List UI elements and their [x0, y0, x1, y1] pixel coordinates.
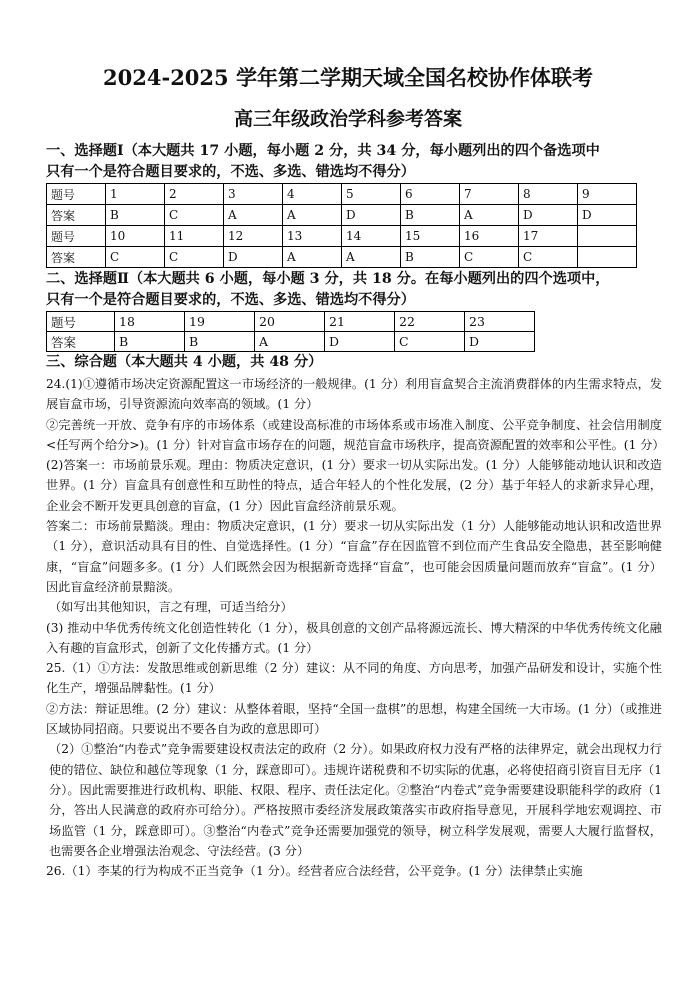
answer-cell: 19 [185, 312, 255, 332]
answer-cell: C [519, 247, 578, 268]
answer-paragraph: ②完善统一开放、竞争有序的市场体系（或建设高标准的市场体系或市场准入制度、公平竞争制度、社会信用制度<任写两个给分>)。(1 分）针对盲盒市场存在的问题，规范盲盒市场秩序，提高资源配置的效率和公平性。(1 分） [46, 417, 665, 452]
answer-cell: 12 [224, 226, 283, 247]
answer-paragraph: （2）①整治“内卷式”竞争需要建设权责法定的政府（2 分）。如果政府权力没有严格的法律界定，就会出现权力行使的错位、缺位和越位等现象（1 分，踩意即可）。违规许诺税费和不切实际的优惠，必将使招商引资盲目无序（1 分）。因此需要推进行政机构、职能、权限、程序、责任法定化。②整治“内卷式”竞争需要建设职能科学的政府（1 分，答出人民满意的政府亦可给分）。严格按照市委经济发展政策落实市政府指导意见，开展科学地宏观调控、市场监管（1 分，踩意即可）。③整治“内卷式”竞争还需要加强党的领导，树立科学发展观，需要人大履行监督权，也需要各企业增强法治观念、守法经营。(3 分） [49, 742, 662, 858]
answer-paragraph: （如写出其他知识，言之有理，可适当给分） [49, 600, 293, 615]
document-title: 2024-2025 学年第二学期天域全国名校协作体联考 [103, 65, 593, 90]
answer-paragraph: (3) 推动中华优秀传统文化创造性转化（1 分），极具创意的文创产品将源远流长、博大精深的中华优秀传统文化融入有趣的盲盒形式，创新了文化传播方式。(1 分） [46, 620, 662, 655]
table-row [47, 312, 535, 332]
answer-cell: 15 [401, 226, 460, 247]
answer-cell: D [224, 247, 283, 268]
answer-cell: D [519, 205, 578, 226]
answer-cell: 11 [165, 226, 224, 247]
answer-cell: D [325, 332, 395, 352]
answer-cell: D [465, 332, 535, 352]
answer-paragraph: 答案二：市场前景黯淡。理由：物质决定意识，(1 分）要求一切从实际出发（1 分）人能够能动地认识和改造世界（1 分），意识活动具有目的性、自觉选择性。(1 分）“盲盒”存在因监管不到位而产生食品安全隐患，甚至影响健康，“盲盒”问题多多。(1 分）人们既然会因为根据新奇选择“盲盒”，也可能会因质量问题而放弃“盲盒”。(1 分）因此盲盒经济前景黯淡。 [46, 519, 662, 594]
answer-cell: B [115, 332, 185, 352]
answer-cell: B [185, 332, 255, 352]
answer-cell: 10 [106, 226, 165, 247]
answer-cell: A [224, 205, 283, 226]
answer-cell: 13 [283, 226, 342, 247]
answer-cell: C [106, 247, 165, 268]
section3-answers [46, 374, 665, 881]
answer-cell: D [342, 205, 401, 226]
row-header-cell: 答案 [47, 247, 106, 268]
answer-cell: 23 [465, 312, 535, 332]
table-row [47, 332, 535, 352]
section2-heading-line1: 二、选择题Ⅱ（本大题共 6 小题，每小题 3 分，共 18 分。在每小题列出的四个选项中， [46, 271, 610, 287]
answer-cell: 4 [283, 184, 342, 205]
section2-heading-line2: 只有一个是符合题目要求的，不选、多选、错选均不得分） [46, 292, 415, 308]
answer-cell: 17 [519, 226, 578, 247]
answer-paragraph: 26.（1）李某的行为构成不正当竞争（1 分）。经营者应合法经营，公平竞争。(1 分）法律禁止实施 [46, 864, 583, 879]
answer-cell: B [106, 205, 165, 226]
answer-cell: 3 [224, 184, 283, 205]
answer-cell: A [283, 247, 342, 268]
answer-cell: 16 [460, 226, 519, 247]
answer-cell [578, 226, 637, 247]
answer-paragraph: ②方法：辩证思维。(2 分）建议：从整体着眼，坚持“全国一盘棋”的思想，构建全国统一大市场。(1 分）（或推进区域协同招商。只要说出不要各自为政的意思即可） [46, 701, 662, 737]
answer-cell: B [401, 247, 460, 268]
row-header-cell: 答案 [47, 205, 106, 226]
section3-heading: 三、综合题（本大题共 4 小题，共 48 分） [46, 354, 323, 370]
section1-heading-line2: 只有一个是符合题目要求的，不选、多选、错选均不得分） [46, 164, 415, 180]
answer-cell: A [255, 332, 325, 352]
row-header-cell: 题号 [47, 312, 115, 332]
table-row [47, 184, 637, 205]
answer-cell: 22 [395, 312, 465, 332]
table-row [47, 247, 637, 268]
answer-cell: 6 [401, 184, 460, 205]
choice-answer-table-2 [46, 311, 535, 352]
row-header-cell: 答案 [47, 332, 115, 352]
answer-cell: B [401, 205, 460, 226]
answer-cell: 9 [578, 184, 637, 205]
answer-cell: 18 [115, 312, 185, 332]
answer-cell [578, 247, 637, 268]
answer-paragraph: 24.(1)①遵循市场决定资源配置这一市场经济的一般规律。(1 分）利用盲盒契合主流消费群体的内生需求特点，发展盲盒市场，引导资源流向效率高的领域。(1 分） [46, 377, 662, 412]
section1-heading [46, 141, 662, 183]
answer-cell: 5 [342, 184, 401, 205]
answer-cell: C [395, 332, 465, 352]
answer-cell: C [165, 247, 224, 268]
answer-cell: C [165, 205, 224, 226]
answer-cell: 14 [342, 226, 401, 247]
answer-cell: A [283, 205, 342, 226]
section2-heading [46, 269, 662, 311]
answer-cell: 8 [519, 184, 578, 205]
answer-cell: C [460, 247, 519, 268]
section1-heading-line1: 一、选择题Ⅰ（本大题共 17 小题，每小题 2 分，共 34 分，每小题列出的四个备选项中 [46, 143, 600, 159]
row-header-cell: 题号 [47, 226, 106, 247]
answer-cell: 21 [325, 312, 395, 332]
answer-cell: 20 [255, 312, 325, 332]
table-row [47, 205, 637, 226]
answer-cell: A [342, 247, 401, 268]
choice-answer-table-1 [46, 183, 637, 268]
row-header-cell: 题号 [47, 184, 106, 205]
answer-paragraph: (2)答案一：市场前景乐观。理由：物质决定意识，(1 分）要求一切从实际出发。(1 分）人能够能动地认识和改造世界。(1 分）盲盒具有创意性和互助性的特点，适合年轻人的个性化发展，(2 分）基于年轻人的求新求异心理，企业会不断开发更具创意的盲盒，(1 分）因此盲盒经济前景乐观。 [46, 458, 662, 513]
answer-cell: 7 [460, 184, 519, 205]
answer-cell: 2 [165, 184, 224, 205]
document-subtitle: 高三年级政治学科参考答案 [233, 108, 462, 130]
answer-cell: 1 [106, 184, 165, 205]
answer-cell: A [460, 205, 519, 226]
answer-cell: D [578, 205, 637, 226]
answer-paragraph: 25.（1）①方法：发散思维或创新思维（2 分）建议：从不同的角度、方向思考，加强产品研发和设计，实施个性化生产，增强品牌黏性。(1 分） [46, 661, 662, 696]
table-row [47, 226, 637, 247]
